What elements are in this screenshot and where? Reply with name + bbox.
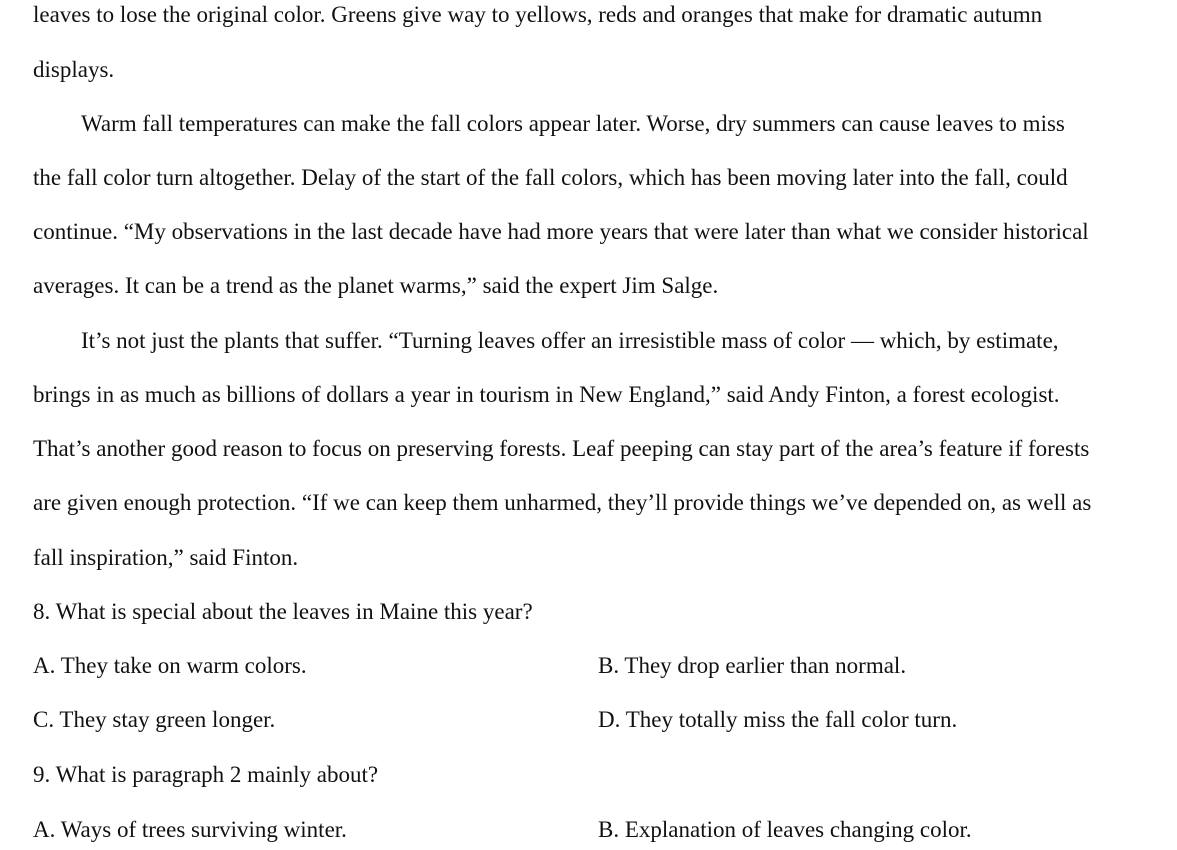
question-8-stem: 8. What is special about the leaves in Maine this year?	[33, 599, 533, 624]
paragraph-2-line-4: averages. It can be a trend as the planet warms,” said the expert Jim Salge.	[33, 273, 719, 298]
question-8-option-b: B. They drop earlier than normal.	[598, 653, 907, 678]
paragraph-3-line-2: brings in as much as billions of dollars a year in tourism in New England,” said Andy Finton, a forest ecologist.	[33, 382, 1060, 407]
paragraph-1-line-1: leaves to lose the original color. Greens give way to yellows, reds and oranges that make for dramatic autumn	[33, 2, 1043, 27]
paragraph-3-line-4: are given enough protection. “If we can keep them unharmed, they’ll provide things we’ve depended on, as well as	[33, 490, 1092, 515]
paragraph-2-line-1: Warm fall temperatures can make the fall colors appear later. Worse, dry summers can cause leaves to miss	[81, 111, 1065, 136]
paragraph-2-line-3: continue. “My observations in the last decade have had more years that were later than what we consider historical	[33, 219, 1089, 244]
question-9-stem: 9. What is paragraph 2 mainly about?	[33, 762, 379, 787]
question-8-option-d: D. They totally miss the fall color turn.	[598, 707, 958, 732]
question-9-option-b: B. Explanation of leaves changing color.	[598, 817, 972, 842]
question-8-option-a: A. They take on warm colors.	[33, 653, 307, 678]
question-9-option-a: A. Ways of trees surviving winter.	[33, 817, 347, 842]
paragraph-3-line-3: That’s another good reason to focus on preserving forests. Leaf peeping can stay part of the area’s feature if forests	[33, 436, 1090, 461]
paragraph-2-line-2: the fall color turn altogether. Delay of the start of the fall colors, which has been moving later into the fall, could	[33, 165, 1068, 190]
paragraph-3-line-1: It’s not just the plants that suffer. “Turning leaves offer an irresistible mass of color — which, by estimate,	[81, 328, 1059, 353]
question-8-option-c: C. They stay green longer.	[33, 707, 276, 732]
paragraph-1-line-2: displays.	[33, 57, 115, 82]
paragraph-3-line-5: fall inspiration,” said Finton.	[33, 545, 299, 570]
